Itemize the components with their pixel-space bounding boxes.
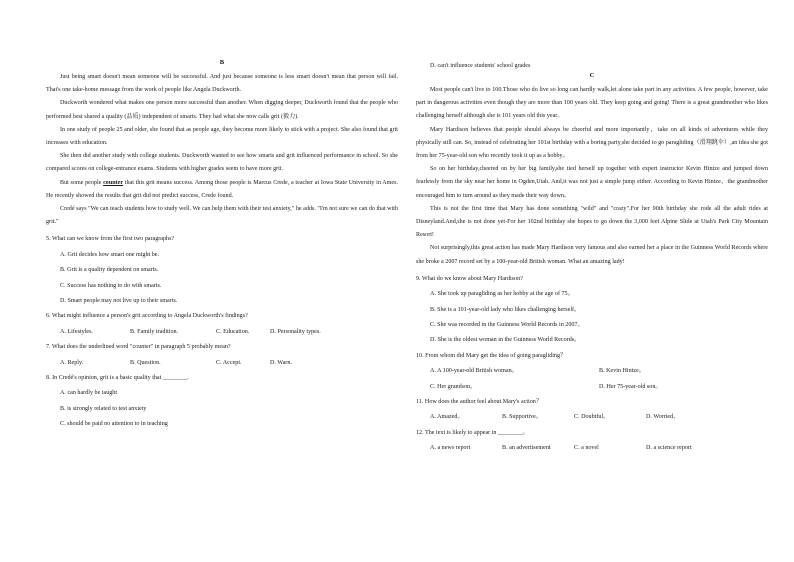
- question-11-option-c[interactable]: C. Doubtful。: [574, 414, 610, 421]
- question-12-option-b[interactable]: B. an advertisement: [502, 445, 551, 452]
- question-9: 9. What do we know about Mary Hardison?: [416, 275, 523, 282]
- passage-b-paragraph-2: Duckworth wondered what makes one person more successful than another. When digging deeper, Duckworth found that the people who performed best shared a quality (品质) independent of smarts. They had what she now calls grit (毅力).: [46, 100, 398, 120]
- question-6-option-a[interactable]: A. Lifestyles.: [60, 328, 94, 335]
- question-10: 10. From whom did Mary get the idea of going paragliding？: [416, 352, 567, 359]
- passage-c-paragraph-2: Mary Hardison believes that people should always be cheerful and more importantly，take on all kinds of adventures while they physically still can. So, instead of celebrating her 101st birthday with a boring party,she decided to go paragliding（滑翔跳伞）,an idea she got from her 75-year-old son who recently took it up as a hobby。: [416, 126, 768, 160]
- question-10-options-row-2: [430, 381, 768, 396]
- question-7: 7. What does the underlined word "counter" in paragraph 5 probably mean?: [46, 344, 231, 351]
- question-8-option-a[interactable]: A. can hardly be taught: [60, 390, 118, 397]
- right-column: [416, 60, 768, 458]
- question-12-option-a[interactable]: A. a news report: [430, 445, 471, 452]
- question-7-option-b[interactable]: B. Question.: [130, 359, 161, 366]
- question-6: 6. What might influence a person's grit according to Angela Duckworth's findings?: [46, 313, 248, 320]
- question-11-option-b[interactable]: B. Supportive。: [502, 414, 542, 421]
- question-12-option-d[interactable]: D. a science report: [646, 445, 692, 452]
- question-5-option-a[interactable]: A. Grit decides how smart one might be.: [60, 251, 160, 258]
- question-11-option-a[interactable]: A. Amazed。: [430, 414, 464, 421]
- question-10-option-d[interactable]: D. Her 75-year-old son。: [599, 383, 662, 390]
- question-10-options-row-1: [430, 365, 768, 380]
- section-c-heading: C: [589, 72, 595, 79]
- passage-b-paragraph-4: She then did another study with college students. Duckworth wanted to see how smarts and grit influenced performance in school. So she compared scores on college-entrance exams. Students with higher grades seem to have more grit.: [46, 153, 398, 173]
- question-5-option-d[interactable]: D. Smart people may not live up to their smarts.: [60, 298, 178, 304]
- question-8-option-d[interactable]: D. can't influence students' school grades: [430, 63, 531, 69]
- paragraph-5-lead: But some people: [60, 179, 104, 186]
- question-8-option-c[interactable]: C. should be paid no attention to in teaching: [60, 421, 168, 428]
- question-10-option-a[interactable]: A. A 100-year-old British woman。: [430, 368, 518, 375]
- passage-c-paragraph-5: Not surprisingly,this great action has made Mary Hardison very famous and also earned her a place in the Guinness World Records where she broke a 2007 record set by a 100-year-old British woman. What an amazing lady!: [416, 245, 768, 265]
- question-6-option-d[interactable]: D. Personality types.: [270, 328, 321, 335]
- question-12: 12. The text is likely to appear in ________。: [416, 429, 529, 436]
- question-9-option-a[interactable]: A. She took up paragliding as her hobby at the age of 75。: [430, 291, 574, 298]
- question-5: 5. What can we know from the first two paragraphs?: [46, 236, 175, 243]
- passage-b-paragraph-3: In one study of people 25 and older, she found that as people age, they become more likely to stick with a project. She also found that grit increases with education.: [46, 126, 398, 147]
- question-6-option-c[interactable]: C. Education.: [216, 328, 250, 335]
- underlined-word-counter: counter: [103, 179, 124, 186]
- passage-c-paragraph-4: This is not the first time that Mary has done something "wild" and "crazy".For her 90th birthday she rode all the adult rides at Disneyland.And,she is not done yet-For her 102nd birthday she hopes to go down the 3,000 feet Alpine Slide at Utah's Park City Mountain Resort!: [416, 205, 768, 239]
- question-12-options: [430, 442, 768, 457]
- question-7-option-a[interactable]: A. Reply.: [60, 359, 84, 366]
- question-11-option-d[interactable]: D. Worried。: [646, 414, 680, 421]
- passage-b-paragraph-6: Credé says "We can teach students how to study well. We can help them with their test anxiety," he adds. "I'm not sure we can do that with grit.": [46, 206, 398, 226]
- question-5-option-b[interactable]: B. Grit is a quality dependent on smarts.: [60, 267, 159, 274]
- question-9-option-c[interactable]: C. She was recorded in the Guinness World Records in 2007。: [430, 322, 584, 329]
- question-7-option-d[interactable]: D. Warn.: [270, 359, 292, 366]
- question-11: 11. How does the author feel about Mary's action？: [416, 398, 542, 405]
- paragraph-5-rest: that this grit means success. Among those people is Marcus Crede, a teacher at Iowa State University in Ames. He recently showed the results that grit did not predict success, Crede found.: [46, 179, 399, 199]
- section-b-heading: B: [219, 59, 225, 66]
- question-8-option-b[interactable]: B. is strongly related to test anxiety: [60, 405, 147, 412]
- question-10-option-b[interactable]: B. Kevin Hintze。: [599, 368, 645, 375]
- question-12-option-c[interactable]: C. a novel: [574, 445, 599, 452]
- question-8: 8. In Credé's opinion, grit is a basic quality that ________.: [46, 374, 189, 381]
- question-9-option-d[interactable]: D. She is the oldest woman in the Guinness World Records。: [430, 337, 581, 344]
- question-9-option-b[interactable]: B. She is a 101-year-old lady who likes challenging herself。: [430, 306, 581, 313]
- passage-b-paragraph-5: [46, 177, 398, 203]
- question-6-option-b[interactable]: B. Family tradition.: [130, 328, 179, 335]
- left-column: [46, 60, 398, 434]
- question-10-option-c[interactable]: C. Her grandson。: [430, 383, 477, 390]
- passage-c-paragraph-1: Most people can't live to 100.Those who do live so long can hardly walk,let alone take part in any activities. A few people, however, take part in dangerous activities even though they are more than 100 years old. They keep going and going! There is a great grandmother who likes challenging herself although she is 101 years old this year。: [416, 87, 768, 120]
- question-5-option-c[interactable]: C. Success has nothing to do with smarts.: [60, 282, 162, 289]
- passage-c-paragraph-3: So on her birthday,cheered on by her big family,she tied herself up together with expert instructor Kevin Hintze and jumped down fearlessly from the sky near her home in Ogden,Utah. And,it was not just a simple jump either. According to Kevin Hintze，the grandmother encouraged him to turn around as they made their way down。: [416, 166, 768, 199]
- question-7-option-c[interactable]: C. Accept.: [216, 359, 242, 366]
- question-6-options: [60, 326, 398, 341]
- passage-b-paragraph-1: Just being smart doesn't mean someone will be successful. And just because someone is less smart doesn't mean that person will fail. That's one take-home message from the work of people like Angela Duckworth.: [46, 74, 398, 94]
- question-11-options: [430, 411, 768, 426]
- question-7-options: [60, 357, 398, 372]
